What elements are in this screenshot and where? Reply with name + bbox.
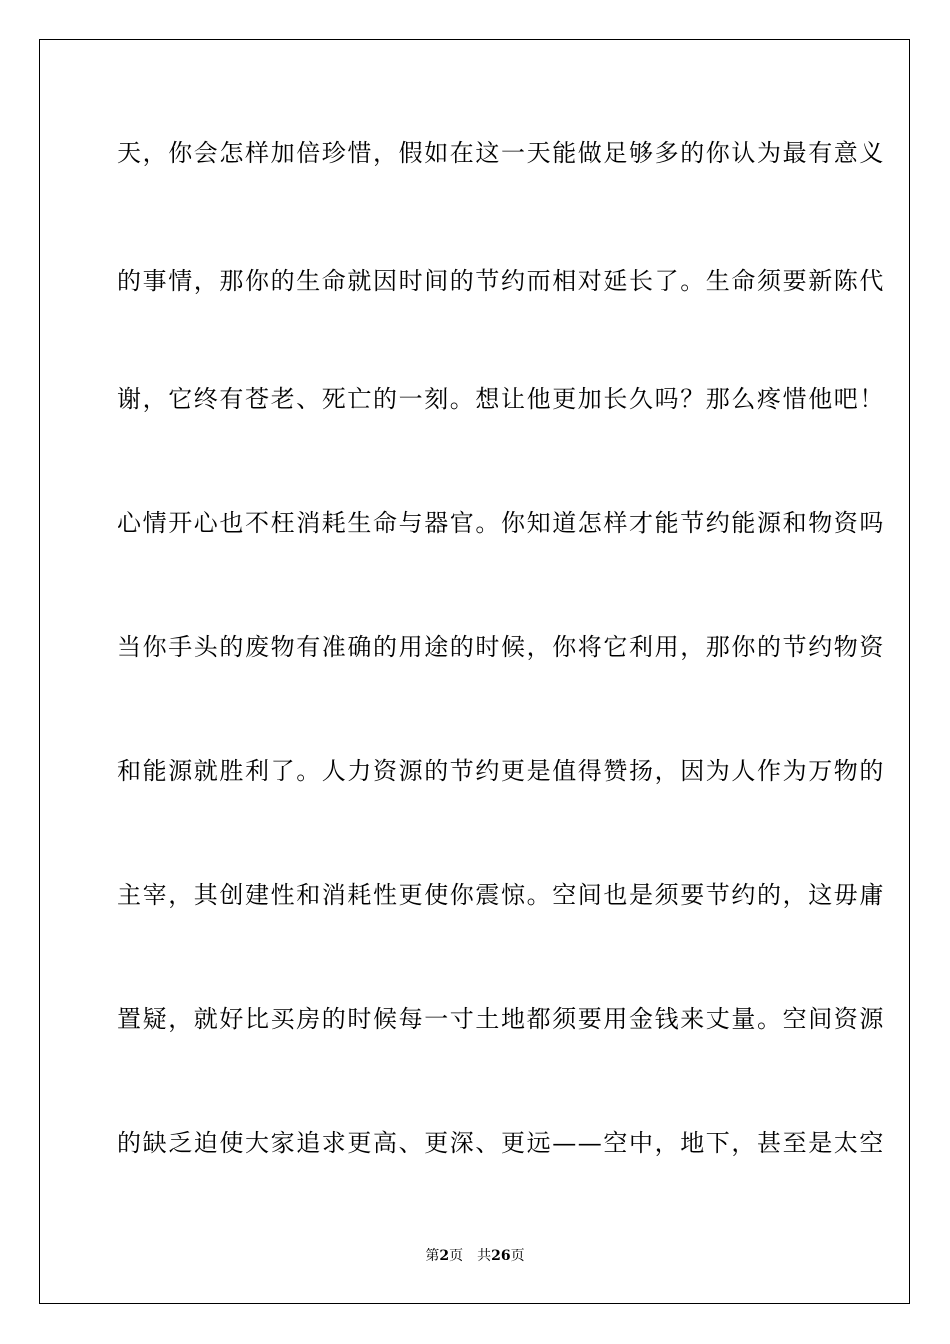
body-text-line-7: 主宰，其创建性和消耗性更使你震惊。空间也是须要节约的，这毋庸 [117, 881, 885, 909]
body-text-line-1: 天，你会怎样加倍珍惜，假如在这一天能做足够多的你认为最有意义 [117, 139, 885, 167]
page-number-prefix: 第 [425, 1248, 440, 1264]
total-pages-prefix: 共 [477, 1248, 492, 1264]
body-text-line-6: 和能源就胜利了。人力资源的节约更是值得赞扬，因为人作为万物的 [117, 757, 885, 785]
body-text-line-4: 心情开心也不枉消耗生命与器官。你知道怎样才能节约能源和物资吗 [117, 509, 885, 537]
page-border [39, 39, 910, 1304]
total-pages-suffix: 页 [510, 1248, 525, 1264]
body-text-line-5: 当你手头的废物有准确的用途的时候，你将它利用，那你的节约物资 [117, 633, 885, 661]
body-text-line-2: 的事情，那你的生命就因时间的节约而相对延长了。生命须要新陈代 [117, 267, 885, 295]
page-number-suffix: 页 [449, 1248, 464, 1264]
page-number: 2 [439, 1248, 450, 1264]
body-text-line-3: 谢，它终有苍老、死亡的一刻。想让他更加长久吗？那么疼惜他吧！ [117, 385, 885, 413]
body-text-line-8: 置疑，就好比买房的时候每一寸土地都须要用金钱来丈量。空间资源 [117, 1005, 885, 1033]
body-text-line-9: 的缺乏迫使大家追求更高、更深、更远——空中，地下，甚至是太空 [117, 1129, 885, 1157]
total-pages: 26 [491, 1248, 511, 1264]
page-footer [0, 1247, 950, 1265]
